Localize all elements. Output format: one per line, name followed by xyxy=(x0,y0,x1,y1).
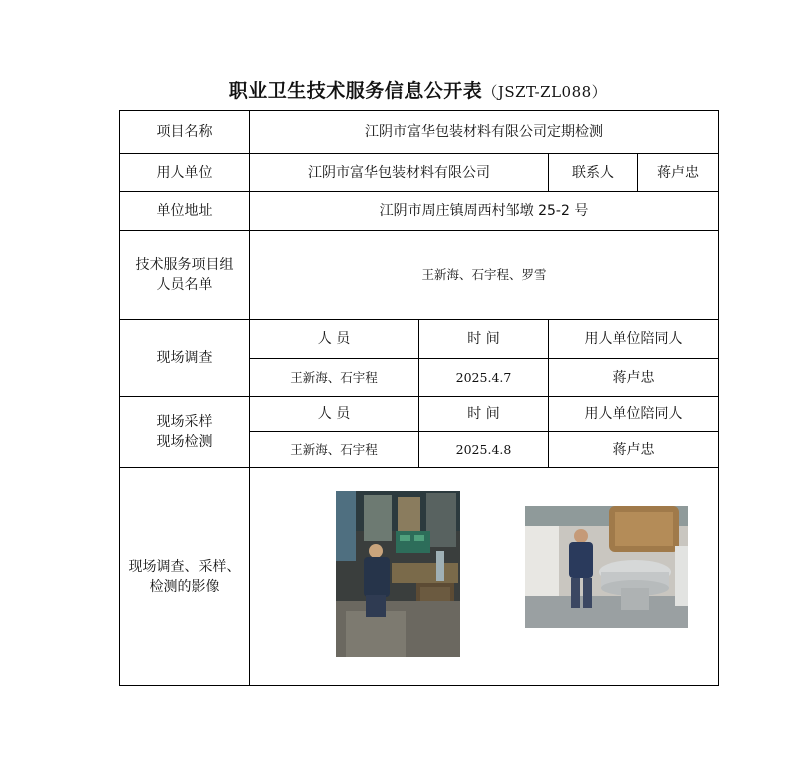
survey-col-escort: 用人单位陪同人 xyxy=(549,320,719,359)
survey-photo xyxy=(336,491,460,657)
row-employer xyxy=(120,154,719,192)
images-label-line1: 现场调查、采样、 xyxy=(128,558,241,575)
images-label-line2: 检测的影像 xyxy=(149,578,220,595)
team-label-line2: 人员名单 xyxy=(156,277,213,293)
row-team xyxy=(120,231,719,320)
row-project xyxy=(120,111,719,154)
survey-label: 现场调查 xyxy=(120,320,250,397)
survey-col-personnel: 人 员 xyxy=(250,320,419,359)
images-cell xyxy=(250,468,719,686)
survey-personnel: 王新海、石宇程 xyxy=(250,359,419,397)
sampling-escort: 蒋卢忠 xyxy=(549,432,719,468)
project-value: 江阴市富华包装材料有限公司定期检测 xyxy=(250,111,719,154)
survey-time: 2025.4.7 xyxy=(419,359,549,397)
sampling-personnel: 王新海、石宇程 xyxy=(250,432,419,468)
address-label: 单位地址 xyxy=(120,192,250,231)
address-value: 江阴市周庄镇周西村邹墩 25-2 号 xyxy=(250,192,719,231)
form-code: （JSZT-ZL088） xyxy=(482,83,608,101)
team-label-line1: 技术服务项目组 xyxy=(135,257,234,273)
sampling-photo-image xyxy=(525,506,688,628)
sampling-label-line2: 现场检测 xyxy=(156,434,213,450)
sampling-photo xyxy=(525,506,688,628)
row-address xyxy=(120,192,719,231)
sampling-col-escort: 用人单位陪同人 xyxy=(549,397,719,432)
employer-label: 用人单位 xyxy=(120,154,250,192)
page-title xyxy=(0,76,793,103)
photo-area xyxy=(250,468,718,685)
sampling-col-personnel: 人 员 xyxy=(250,397,419,432)
title-main: 职业卫生技术服务信息公开表 xyxy=(228,80,483,102)
team-value: 王新海、石宇程、罗雪 xyxy=(250,231,719,320)
row-images xyxy=(120,468,719,686)
row-sampling-header xyxy=(120,397,719,432)
contact-value: 蒋卢忠 xyxy=(638,154,719,192)
info-table xyxy=(119,110,719,686)
sampling-label-line1: 现场采样 xyxy=(156,414,213,430)
survey-col-time: 时 间 xyxy=(419,320,549,359)
sampling-col-time: 时 间 xyxy=(419,397,549,432)
survey-photo-image xyxy=(336,491,460,657)
team-label xyxy=(120,231,250,320)
employer-value: 江阴市富华包装材料有限公司 xyxy=(250,154,549,192)
contact-label: 联系人 xyxy=(549,154,638,192)
row-survey-header xyxy=(120,320,719,359)
project-label: 项目名称 xyxy=(120,111,250,154)
sampling-label xyxy=(120,397,250,468)
survey-escort: 蒋卢忠 xyxy=(549,359,719,397)
images-label xyxy=(120,468,250,686)
sampling-time: 2025.4.8 xyxy=(419,432,549,468)
